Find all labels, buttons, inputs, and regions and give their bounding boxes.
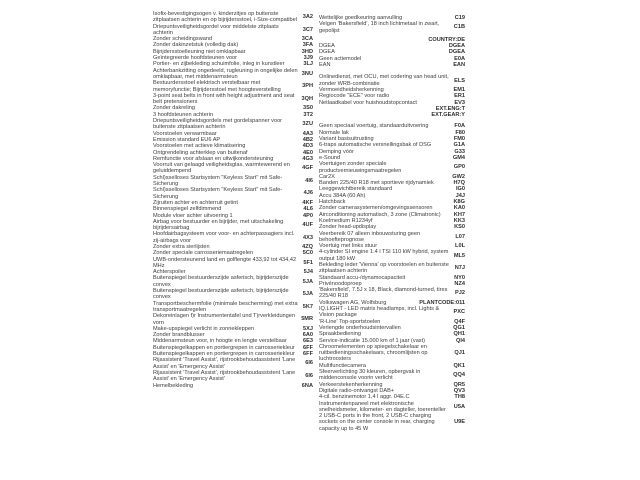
option-description: Remfunctie voor afslaan en uitwijkondersteuning <box>153 155 274 162</box>
option-description: Voertuigen zonder speciale productvernieuwingsmaatregelen <box>319 161 402 174</box>
option-description: Zonder extra sierlijsten <box>153 243 210 250</box>
option-description: Zonder camerasystemen/omgevingssensoren <box>319 205 433 212</box>
option-code: 3J9 <box>303 55 313 62</box>
option-code: 3FA <box>302 42 313 49</box>
option-description: Bijrijdersstoelleuning niet omklapbaar <box>153 48 246 55</box>
option-code: DGEA <box>448 43 465 50</box>
option-description: 'R-Line' Top-sportstoelen <box>319 318 381 325</box>
option-description: Rijassistent 'Travel Assist', rijstrookbehoudassistent 'Lane Assist' en 'Emergency Assist' <box>153 357 296 370</box>
option-row <box>153 68 313 81</box>
option-row <box>153 219 313 232</box>
option-code: 3PH <box>302 83 313 90</box>
option-code: L0L <box>455 243 465 250</box>
option-description: Netlaadkabel voor huishoudstopcontact <box>319 99 417 106</box>
option-code: 4KF <box>302 199 313 206</box>
option-code: 4GF <box>302 165 313 172</box>
options-column-right <box>319 11 465 473</box>
option-description: Onlinedienst, met OCU, met codering van head unit, zonder WRB-combinatie <box>319 74 449 87</box>
option-description: Banden 225/40 R18 met sportieve rijdynamiek <box>319 180 434 187</box>
option-code: 5MR <box>301 316 313 323</box>
option-row <box>153 257 313 270</box>
option-code: 3A2 <box>302 14 313 21</box>
option-code: PJ2 <box>455 290 465 297</box>
option-description: Emission standard EU6 AP <box>153 136 221 143</box>
option-description: Zijruiten achter en achterruit getint <box>153 199 238 206</box>
option-code: 5K7 <box>302 303 313 310</box>
option-description: Bekleding leder 'Vienna' op voorstoelen en buitenste zitplaatsen achterin <box>319 261 449 275</box>
option-code: GM4 <box>452 154 465 161</box>
option-code: EXT.GEAR:Y <box>431 112 465 119</box>
option-code: Q4F <box>454 318 465 325</box>
option-row <box>153 80 313 93</box>
option-description: DGEA <box>319 49 335 56</box>
option-description: Buitenspiegelkappen en portiergrepen in carrosseriekleur <box>153 351 295 358</box>
option-row <box>319 344 465 363</box>
option-code: TH8 <box>454 394 465 401</box>
option-code: 4J6 <box>303 190 313 197</box>
option-code: 6I6 <box>305 360 313 367</box>
option-description: Vermoeidheidsherkenning <box>319 86 384 93</box>
option-description: Demping vóór <box>319 148 354 155</box>
option-row <box>319 287 465 300</box>
option-code: 6E3 <box>303 338 313 345</box>
option-code: QH1 <box>453 331 465 338</box>
option-code: ER1 <box>454 93 465 100</box>
option-row <box>153 187 313 200</box>
option-code: ML5 <box>453 252 465 259</box>
option-code: KH7 <box>453 211 465 218</box>
option-description: Zonder dakreling <box>153 105 195 112</box>
option-code: C19 <box>454 15 465 21</box>
option-row <box>319 262 465 275</box>
option-description: Service-indicatie 15.000 km of 1 jaar (vast) <box>319 337 426 344</box>
option-description: Portier- en zijbekleding schuimfolie, inleg in kunstleer <box>153 61 285 68</box>
option-code: 3C7 <box>302 26 313 33</box>
option-row <box>319 112 465 118</box>
option-description: Zonder dakinzetstuk (volledig dak) <box>153 42 239 49</box>
option-description: Car2X <box>319 173 335 180</box>
option-description: 4-cil. benzinemotor 1,4 l aggr. 04E.C <box>319 394 410 401</box>
option-code: 6FF <box>303 344 313 351</box>
option-description: 6-traps automatische versnellingsbak of DSG <box>319 142 432 149</box>
option-code: 3CA <box>301 36 313 43</box>
option-code: QG1 <box>453 324 465 331</box>
option-code: QR5 <box>453 381 465 388</box>
option-description: Standaard accu-/dynamocapaciteit <box>319 274 406 281</box>
option-code: 6I6 <box>305 373 313 380</box>
option-description: Leeggewichtbereik standaard <box>319 186 393 193</box>
option-row <box>319 74 465 87</box>
option-description: Module vloer achter uitvoering 1 <box>153 212 233 219</box>
option-code: QJ1 <box>454 350 465 357</box>
option-description: Buitenspiegel bestuurderszijde asferisch, bijrijderszijde convex <box>153 288 289 301</box>
option-row <box>319 161 465 174</box>
option-row <box>319 401 465 414</box>
options-document <box>153 11 465 473</box>
option-row <box>153 231 313 244</box>
option-description: Driepuntsveiligheidsgordel voor middelste zitplaats achterin <box>153 23 279 36</box>
option-code: 5C0 <box>302 250 313 257</box>
option-description: Verlengde onderhoudsintervallen <box>319 324 401 331</box>
option-description: Instrumentenpaneel met elektronische snelheidsmeter, kilometer- en dagteller, toerenteller <box>319 400 446 413</box>
option-row <box>153 11 313 24</box>
option-description: Zonder scheidingswand <box>153 36 213 43</box>
option-description: 'Bakersfield', 7.5J x 18, Black, diamond-turned, tires 225/40 R18 <box>319 287 448 300</box>
option-description: 2 USB-C ports in the front, 2 USB-C charging sockets on the center console in rear, charging capacity up to 45 W <box>319 413 435 432</box>
option-code: 4L6 <box>303 206 313 213</box>
option-code: 3ZU <box>302 121 313 128</box>
option-description: Voertuig met links stuur <box>319 243 378 250</box>
options-column-left <box>153 11 313 473</box>
option-description: Bestuurdersstoel elektrisch verstelbaar met memoryfunctie; Bijrijdersstoel met hoogteverstelling <box>153 80 281 93</box>
option-code: F0A <box>454 123 465 130</box>
option-code: 4D3 <box>302 143 313 150</box>
option-code: G1A <box>453 142 465 149</box>
option-description: Geïntegreerde hoofdsteunen voor <box>153 55 237 62</box>
option-code: 3QH <box>301 96 313 102</box>
option-code: 4E0 <box>303 149 313 156</box>
option-code: E0A <box>454 55 465 62</box>
option-description: Digitale radio-ontvangst DAB+ <box>319 387 395 394</box>
option-row <box>153 313 313 326</box>
option-description: Voorstoelen met actieve klimatisering <box>153 143 246 150</box>
option-code: QK1 <box>453 362 465 369</box>
option-code: 5F1 <box>303 259 313 266</box>
option-description: Ontgrendeling achterklep van buitenaf <box>153 149 248 156</box>
option-description: IQ.LIGHT - LED matrix headlamps, incl. Lights & Vision package <box>319 306 440 319</box>
option-description: Isofix-bevestigingsogen v. kinderzitjes op buitenste zitplaatsen achterin en op bijrijdersstoel, i-Size-compatibel <box>153 11 297 24</box>
option-code: C1B <box>453 24 465 31</box>
option-description: Driepuntsveiligheidsgordels met gordelspanner voor buitenste zitplaatsen achterin <box>153 118 283 131</box>
option-code: 5JA <box>302 291 313 298</box>
option-code: 6FF <box>303 351 313 358</box>
option-code: EM1 <box>453 86 465 93</box>
option-description: Volkswagen AG, Wolfsburg <box>319 299 387 306</box>
option-code: PLANTCODE:011 <box>419 299 465 306</box>
option-code: GW2 <box>452 173 465 180</box>
option-code: 3S0 <box>303 105 313 112</box>
option-row <box>153 24 313 37</box>
option-description: Geen actiemodel <box>319 55 362 62</box>
option-code: 4B2 <box>302 136 313 143</box>
option-description: Hoofdairbagsysteem voor voor- en achterpassagiers incl. zij-airbags voor <box>153 231 295 244</box>
option-row <box>153 93 313 106</box>
option-code: 4I6 <box>305 177 313 184</box>
option-code: 6NA <box>301 382 313 389</box>
option-description: Binnenspiegel zelfdimmend <box>153 206 222 213</box>
option-description: Voorruit van gelaagd veiligheidsglas, warmtewerend en geluiddempend <box>153 162 290 175</box>
option-row <box>319 413 465 432</box>
option-row <box>319 62 465 68</box>
option-description: 4-cylinder SI engine 1.4 l TSI 110 kW hybrid, system output 180 kW <box>319 249 449 262</box>
option-row <box>153 370 313 383</box>
option-code: 6A0 <box>302 332 313 339</box>
option-row <box>153 162 313 175</box>
option-code: U9E <box>454 419 465 426</box>
option-description: UWB-ondersteunend land en golflengte 433,92 tot 434,42 MHz <box>153 256 297 269</box>
option-description: Multifunctiecamera <box>319 362 366 369</box>
option-description: EAN <box>319 62 331 69</box>
option-code: QV3 <box>453 387 465 394</box>
option-description: Velgen 'Bakersfield', 18 inch lichtmetaal in zwart, gepolijst <box>319 21 440 34</box>
option-description: Buitenspiegelkappen en portiergrepen in carrosseriekleur <box>153 344 295 351</box>
option-code: 3T2 <box>303 111 313 118</box>
option-code: N7J <box>454 265 465 272</box>
option-description: Zonder head-updisplay <box>319 224 377 231</box>
option-code: 4A3 <box>302 130 313 137</box>
option-row <box>153 275 313 288</box>
option-description: Rijassistent 'Travel Assist', rijstrookbehoudassistent 'Lane Assist' en 'Emergency Assist' <box>153 369 296 383</box>
option-description: Zonder brandblusser <box>153 332 205 339</box>
option-row <box>319 249 465 262</box>
option-code: GP0 <box>453 164 465 171</box>
option-description: Make-upspiegel verlicht in zonnekleppen <box>153 325 255 332</box>
option-code: H7Q <box>453 180 465 187</box>
option-description: Buitenspiegel bestuurderszijde asferisch, bijrijderszijde convex <box>153 275 289 288</box>
option-code: K8G <box>453 199 465 206</box>
option-code: 4UF <box>302 221 313 228</box>
option-description: Transportbeschermfolie (minimale bescherming) met extra transportmaatregelen <box>153 300 298 313</box>
option-code: DGEA <box>448 49 465 56</box>
option-code: QQ4 <box>453 372 465 379</box>
option-code: IG0 <box>455 186 465 193</box>
option-description: Voorstoelen verwarmbaar <box>153 130 217 137</box>
option-description: 3-point seat belts in front with height adjustment and seat belt pretensioners <box>153 92 295 106</box>
option-description: Variant basisuitrusting <box>319 136 374 143</box>
option-row <box>153 175 313 188</box>
option-code: NZ4 <box>454 280 465 287</box>
option-description: 3 hoofdsteunen achterin <box>153 111 214 118</box>
option-row <box>153 288 313 301</box>
option-description: e-Sound <box>319 154 341 161</box>
option-row <box>319 21 465 34</box>
option-code: U5A <box>453 403 465 410</box>
option-row <box>319 231 465 244</box>
option-code: PXC <box>453 309 465 316</box>
option-row <box>153 357 313 370</box>
option-code: ELS <box>454 77 465 84</box>
option-code: 4G3 <box>302 155 313 162</box>
option-description: Veerbereik 07 alleen inbouwsturing geen behoefteprognose <box>319 230 421 243</box>
option-code: KS0 <box>454 224 465 231</box>
option-code: EV3 <box>454 99 465 106</box>
option-code: 4X3 <box>303 234 313 241</box>
option-code: 5JA <box>302 278 313 285</box>
option-description: Regiocode "ECE" voor radio <box>319 93 390 100</box>
option-description: Schl)sselloses Startsystem "Keyless Start" mit Safe-Sicherung <box>153 187 283 200</box>
option-code: EAN <box>453 62 465 69</box>
option-code: EXT.ENG:T <box>435 105 465 112</box>
option-description: Hatchback <box>319 199 346 206</box>
option-description: Chroomelementen op spiegelschakelaar en ruitbedieningsschakelaars, chroomlijsten op luchtroosters <box>319 343 428 363</box>
option-code: QI4 <box>455 337 465 344</box>
option-description: DGEA <box>319 43 335 50</box>
option-description: Sfeerverlichting 30 kleuren, opbergvak in middenconsole voorin verlicht <box>319 369 421 382</box>
option-row <box>153 383 313 389</box>
option-description: Airbag voor bestuurder en bijrijder, met uitschakeling bijrijdersairbag <box>153 218 284 232</box>
option-description: Airconditioning automatisch, 3 zone (Climatronic) <box>319 211 441 218</box>
option-code: 3LJ <box>303 61 313 68</box>
option-code: 5J4 <box>303 269 313 276</box>
option-code: FM0 <box>453 136 465 143</box>
option-description: Koelmedium R1234yf <box>319 217 373 224</box>
option-description: Normale lak <box>319 129 349 136</box>
option-description: Geen speciaal voertuig, standaarduitvoering <box>319 123 429 130</box>
option-row <box>319 306 465 319</box>
option-code: COUNTRY:DE <box>428 36 465 43</box>
option-description: Verkeerstekenherkenning <box>319 381 383 388</box>
option-row <box>153 118 313 131</box>
option-description: Zonder speciale carrosseriemaatregelen <box>153 250 254 257</box>
option-code: 3HD <box>301 48 313 55</box>
option-description: Spraakbediening <box>319 331 361 338</box>
option-row <box>153 301 313 314</box>
option-description: Privénoodoproep <box>319 280 362 287</box>
option-description: Dekoreinlagen f)r Instrumententafel und T)rverkleidungen vorn <box>153 313 295 326</box>
option-code: L07 <box>455 233 465 240</box>
option-code: KA0 <box>453 205 465 212</box>
option-code: G33 <box>454 148 465 155</box>
option-description: Accu 384A (60 Ah) <box>319 192 366 199</box>
option-description: Middenarmsteun voor, in hoogte en lengte verstelbaar <box>153 338 287 345</box>
option-code: 5XJ <box>303 325 313 332</box>
option-code: 3NU <box>301 70 313 77</box>
option-code: F80 <box>455 129 465 136</box>
option-code: 4P0 <box>303 212 313 219</box>
option-description: Wettelijke goedkeuring aanvulling <box>319 15 403 21</box>
option-code: NY0 <box>454 274 465 281</box>
option-description: Achterspoiler <box>153 269 186 276</box>
option-code: KK3 <box>453 217 465 224</box>
option-description: Hemelbekleding <box>153 382 194 389</box>
option-code: J4J <box>455 192 465 199</box>
option-row <box>319 369 465 382</box>
option-code: 4ZQ <box>302 243 313 250</box>
option-description: Schl)sselloses Startsystem "Keyless Start" mit Safe-Sicherung <box>153 174 283 188</box>
option-description: Achterbankzitting ongedeeld, rugleuning in ongelijke delen omklapbaar, met middenarmsteun <box>153 67 298 80</box>
